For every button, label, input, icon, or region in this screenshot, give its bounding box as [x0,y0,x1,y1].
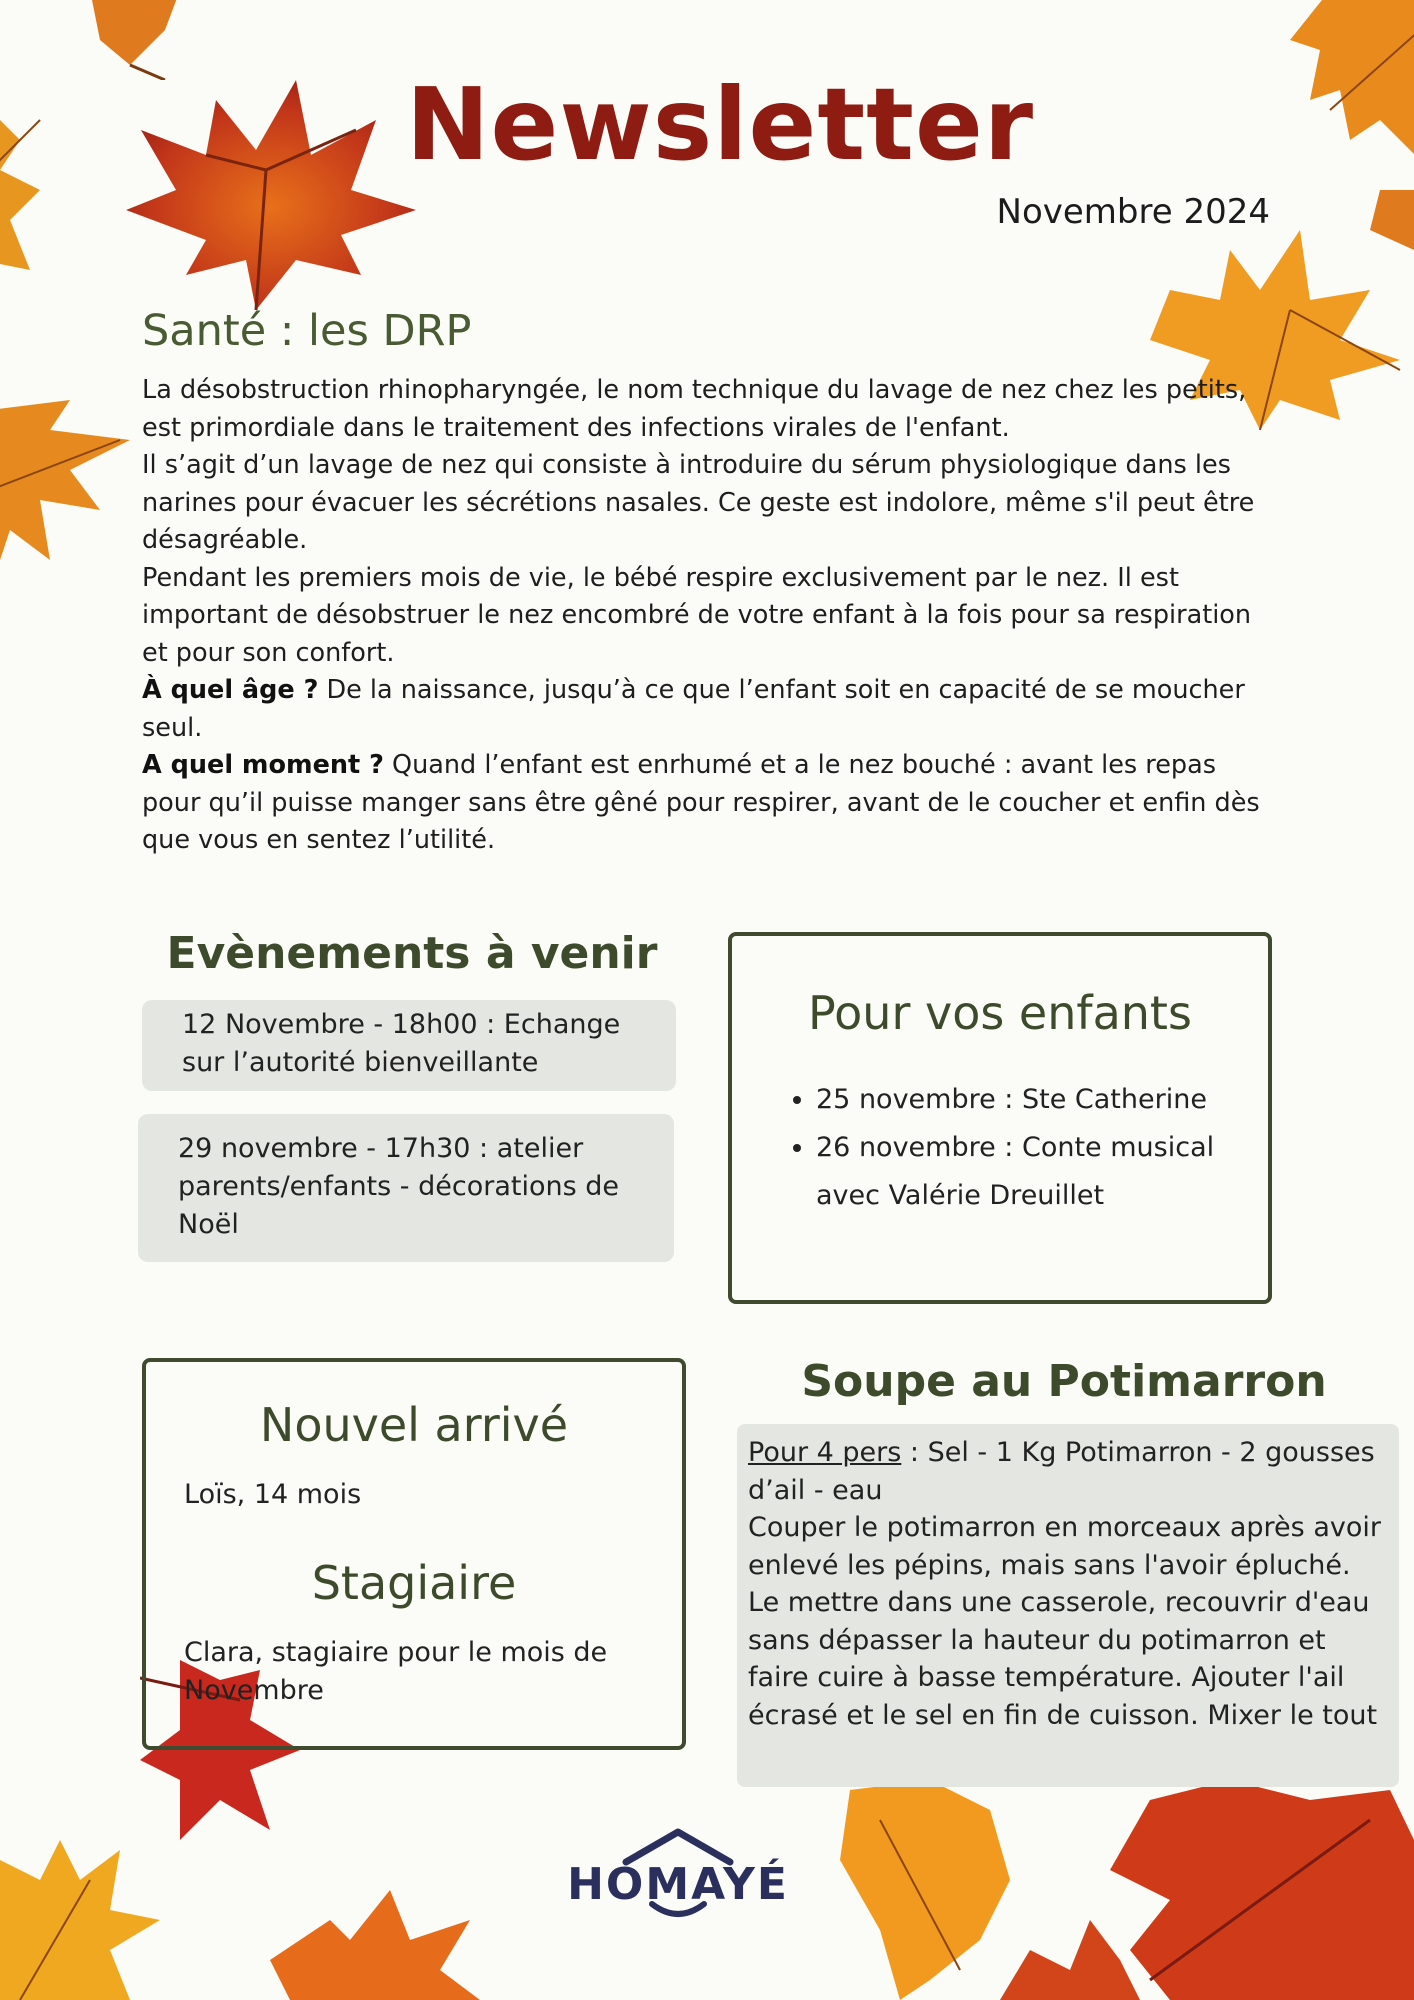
maple-leaf-decoration [1360,190,1414,250]
health-section-body [142,372,1272,860]
events-title: Evènements à venir [166,928,658,979]
recipe-ingredients [748,1434,1385,1509]
health-paragraph: Pendant les premiers mois de vie, le bébé respire exclusivement par le nez. Il est important de désobstruer le nez encombré de votre enfant à la fois pour sa respiration et pour son confort. [142,562,1252,668]
ingredients-list: : Sel - 1 Kg Potimarron - 2 gousses d’ail - eau [748,1437,1375,1506]
recipe-instructions: Couper le potimarron en morceaux après avoir enlevé les pépins, mais sans l'avoir épluché. Le mettre dans une casserole, recouvrir d'eau sans dépasser la hauteur du potimarron et faire cuire à basse température. Ajouter l'ail écrasé et le sel en fin de cuisson. Mixer le tout [748,1512,1381,1731]
newsletter-title: Newsletter [405,66,1035,183]
maple-leaf-decoration [270,1880,480,2000]
intern-title: Stagiaire [311,1556,517,1610]
maple-leaf-decoration [1000,1920,1140,2000]
kids-activities-box [728,932,1272,1304]
recipe-box [737,1424,1399,1787]
health-paragraph: La désobstruction rhinopharyngée, le nom technique du lavage de nez chez les petits, est primordiale dans le traitement des infections virales de l'enfant. [142,375,1247,443]
new-arrival-title: Nouvel arrivé [259,1398,569,1452]
question-answer: De la naissance, jusqu’à ce que l’enfant soit en capacité de se moucher seul. [142,675,1245,743]
question-answer: Quand l’enfant est enrhumé et a le nez bouché : avant les repas pour qu’il puisse manger sans être gêné pour respirer, avant de le coucher et enfin dès que vous en sentez l’utilité. [142,750,1260,855]
list-item: • 25 novembre : Ste Catherine [816,1076,1266,1124]
health-question-when [142,747,1272,860]
maple-leaf-decoration [96,60,436,330]
question-label: À quel âge ? [142,675,319,705]
homaye-logo [548,1824,808,1934]
maple-leaf-decoration [840,1780,1020,2000]
event-item: 29 novembre - 17h30 : atelier parents/enfants - décorations de Noël [138,1114,674,1262]
maple-leaf-decoration [0,80,70,280]
event-item: 12 Novembre - 18h00 : Echange sur l’autorité bienveillante [142,1000,676,1091]
maple-leaf-decoration [70,0,190,80]
serving-label: Pour 4 pers [748,1437,902,1468]
list-item: • 26 novembre : Conte musical avec Valérie Dreuillet [816,1124,1266,1220]
health-paragraph: Il s’agit d’un lavage de nez qui consiste à introduire du sérum physiologique dans les narines pour évacuer les sécrétions nasales. Ce geste est indolore, même s'il peut être désagréable. [142,450,1255,555]
maple-leaf-decoration [1110,1780,1414,2000]
new-arrival-text: Loïs, 14 mois [184,1479,362,1510]
question-label: A quel moment ? [142,750,384,780]
svg-text:HOMAYÉ: HOMAYÉ [567,1859,789,1910]
recipe-title: Soupe au Potimarron [801,1356,1327,1407]
intern-text: Clara, stagiaire pour le mois de Novembre [184,1637,608,1706]
kids-activities-title: Pour vos enfants [808,986,1192,1040]
maple-leaf-decoration [0,1820,180,2000]
health-question-age [142,672,1272,747]
maple-leaf-decoration [1290,0,1414,170]
kids-activities-list [782,1076,1266,1220]
health-section-title: Santé : les DRP [142,306,472,356]
issue-date: Novembre 2024 [996,192,1270,232]
arrivals-box [142,1358,686,1750]
